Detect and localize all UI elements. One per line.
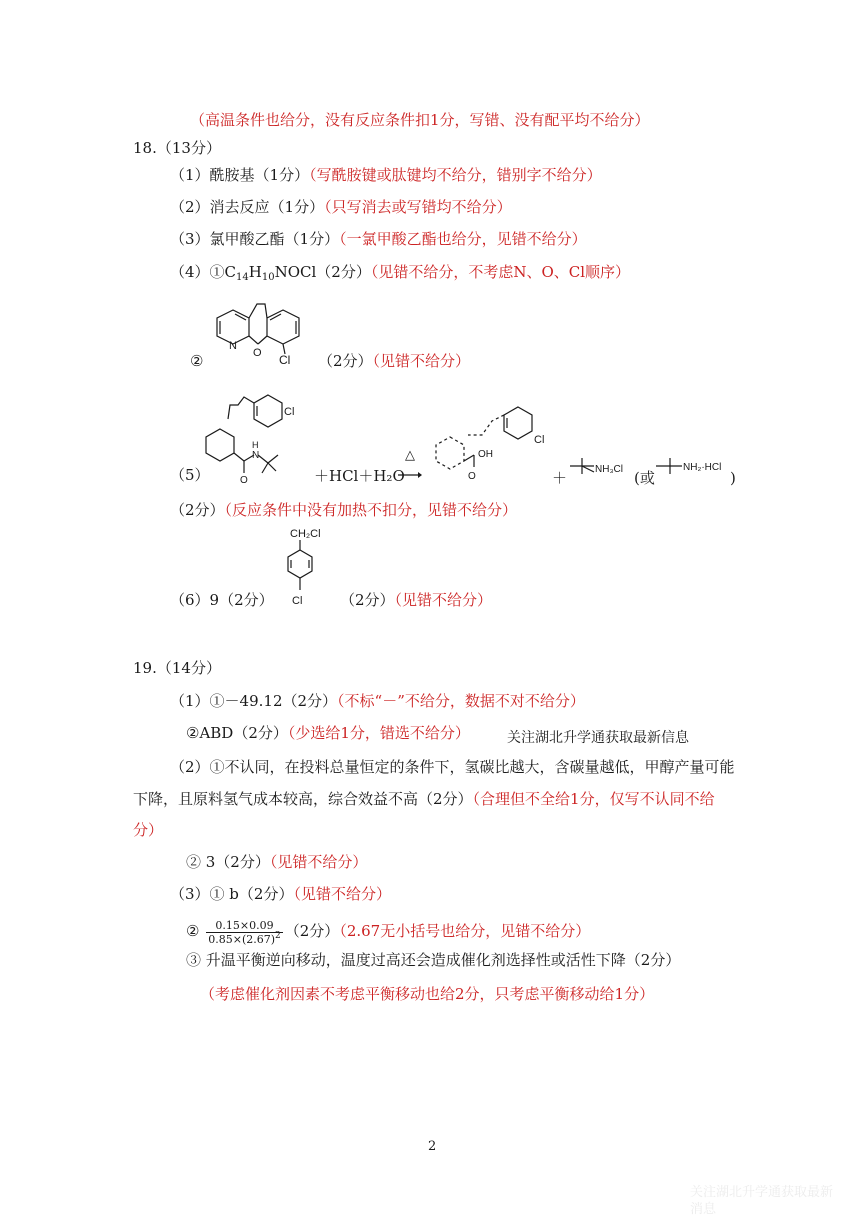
reaction-reagents: ＋HCl＋H₂O [314,467,405,485]
q18-part4-sub2-score-text: （2分） [318,352,373,370]
fraction-denominator [206,930,283,946]
q19-part2b-answer: ② 3（2分） [186,853,270,871]
q18-part4-score: （2分） [316,263,371,281]
q18-part1 [170,165,602,185]
q19-part2a-line1: （2）①不认同，在投料总量恒定的条件下，氢碳比越大，含碳量越低，甲醇产量可能 [170,758,735,776]
q18-part6-score-text: （2分） [340,591,395,609]
q18-part3-note: （一氯甲酸乙酯也给分，见错不给分） [339,230,587,248]
reaction-heat-symbol: △ [405,448,415,463]
atom-o: O [253,347,262,359]
q19-part2b-note: （见错不给分） [269,853,368,871]
q19-part3d-note: （考虑催化剂因素不考虑平衡移动也给2分，只考虑平衡移动给1分） [200,985,655,1003]
atom-cl-para: Cl [292,595,303,607]
q19-part1a [170,691,585,711]
denominator-exponent: 2 [275,930,281,941]
atom-n: N [229,340,237,352]
formula-rest: NOCl [274,263,317,281]
question-18-title: 18.（13分） [133,139,221,157]
q19-part3a-note: （见错不给分） [293,885,391,903]
formula-h: H [248,263,262,281]
atom-o-reactant: O [240,475,248,486]
q19-part1b-answer: ②ABD（2分） [186,724,288,742]
q18-part3 [170,229,587,249]
formula-nh2hcl: NH₂·HCl [683,462,722,473]
formula-c: C [224,263,237,281]
q19-part3a-answer: （3）① b（2分） [170,885,294,903]
watermark-line2: 消息 [690,1201,717,1216]
q18-part4-sub2-score [318,351,470,371]
question-19-title: 19.（14分） [133,659,221,677]
formula-c-count: 14 [236,272,249,283]
chlorobenzyl-chloride-structure [276,526,336,612]
atom-cl-reactant: Cl [284,406,295,418]
q19-part3b-note: （2.67无小括号也给分，见错不给分） [339,922,591,940]
formula-ch2cl: CH₂Cl [290,528,321,540]
reaction-arrow-icon [398,470,422,480]
tert-butylammonium-chloride-structure [566,454,636,484]
q19-part2a-note-end: 分） [133,821,164,839]
header-scoring-note: （高温条件也给分，没有反应条件扣1分，写错、没有配平均不给分） [190,111,650,129]
q18-part4-note: （见错不给分，不考虑N、O、Cl顺序） [370,263,631,281]
q19-part2a-line2 [133,789,715,809]
q18-part3-answer: （3）氯甲酸乙酯（1分） [170,230,340,248]
q18-part4-sub2-prefix: ② [190,352,204,370]
atom-n-reactant: N [252,450,260,461]
alternative-close: ) [730,469,736,487]
q18-part5-note: （反应条件中没有加热不扣分，见错不给分） [224,501,518,519]
q19-part1a-note: （不标“－”不给分，数据不对不给分） [337,692,585,710]
formula-nh3cl: NH₃Cl [595,464,623,475]
q18-part6-prefix: （6）9（2分） [170,591,274,609]
formula-h-count: 10 [261,272,275,283]
q19-part3b-score: （2分） [284,922,340,940]
atom-oh-product: OH [478,449,493,460]
q19-part1b [186,723,470,743]
tert-butylamine-hcl-structure [652,454,732,484]
watermark-line1: 关注湖北升学通获取最新 [690,1184,834,1199]
q19-part3a [170,884,391,904]
q19-part2a-note: （合理但不全给1分，仅写不认同不给 [472,790,715,808]
q19-part2a-answer-end: 下降，且原料氢气成本较高，综合效益不高（2分） [133,790,473,808]
tricyclic-ketone-structure [205,296,315,366]
molecular-formula [225,263,317,281]
product-acid-structure [428,395,558,485]
q19-part3b [186,917,590,946]
page-number: 2 [428,1139,437,1154]
atom-cl-product: Cl [534,434,545,446]
denominator-base: 0.85×(2.67) [208,932,276,946]
q18-part2 [170,197,512,217]
q18-part1-answer: （1）酰胺基（1分） [170,166,310,184]
equilibrium-constant-fraction [206,919,283,946]
q18-part4-formula [170,262,630,282]
q18-part4-prefix: （4）① [170,263,225,281]
reactant-amide-structure [198,385,298,485]
atom-cl: Cl [279,353,291,367]
atom-o-product: O [468,471,476,482]
alternative-open: (或 [634,469,655,487]
q18-part5-prefix: （5） [170,466,210,484]
q19-part2b [186,852,367,872]
q18-part5-score-text: （2分） [170,501,225,519]
q18-part6-score [340,590,492,610]
fraction-numerator: 0.15×0.09 [206,919,283,933]
q18-part6-note: （见错不给分） [394,591,493,609]
reaction-plus: ＋ [552,469,568,487]
q18-part1-note: （写酰胺键或肽键均不给分，错别字不给分） [309,166,602,184]
promo-aside-text: 关注湖北升学通获取最新信息 [507,730,689,746]
q18-part4-sub2-note: （见错不给分） [372,352,471,370]
q19-part1a-answer: （1）①－49.12（2分） [170,692,338,710]
q19-part3b-prefix: ② [186,922,200,940]
q18-part5-score [170,500,517,520]
q19-part1b-note: （少选给1分，错选不给分） [287,724,470,742]
q18-part2-answer: （2）消去反应（1分） [170,198,325,216]
q18-part2-note: （只写消去或写错均不给分） [324,198,512,216]
q19-part3c: ③ 升温平衡逆向移动，温度过高还会造成催化剂选择性或活性下降（2分） [186,951,681,969]
atom-h-reactant: H [252,440,259,450]
